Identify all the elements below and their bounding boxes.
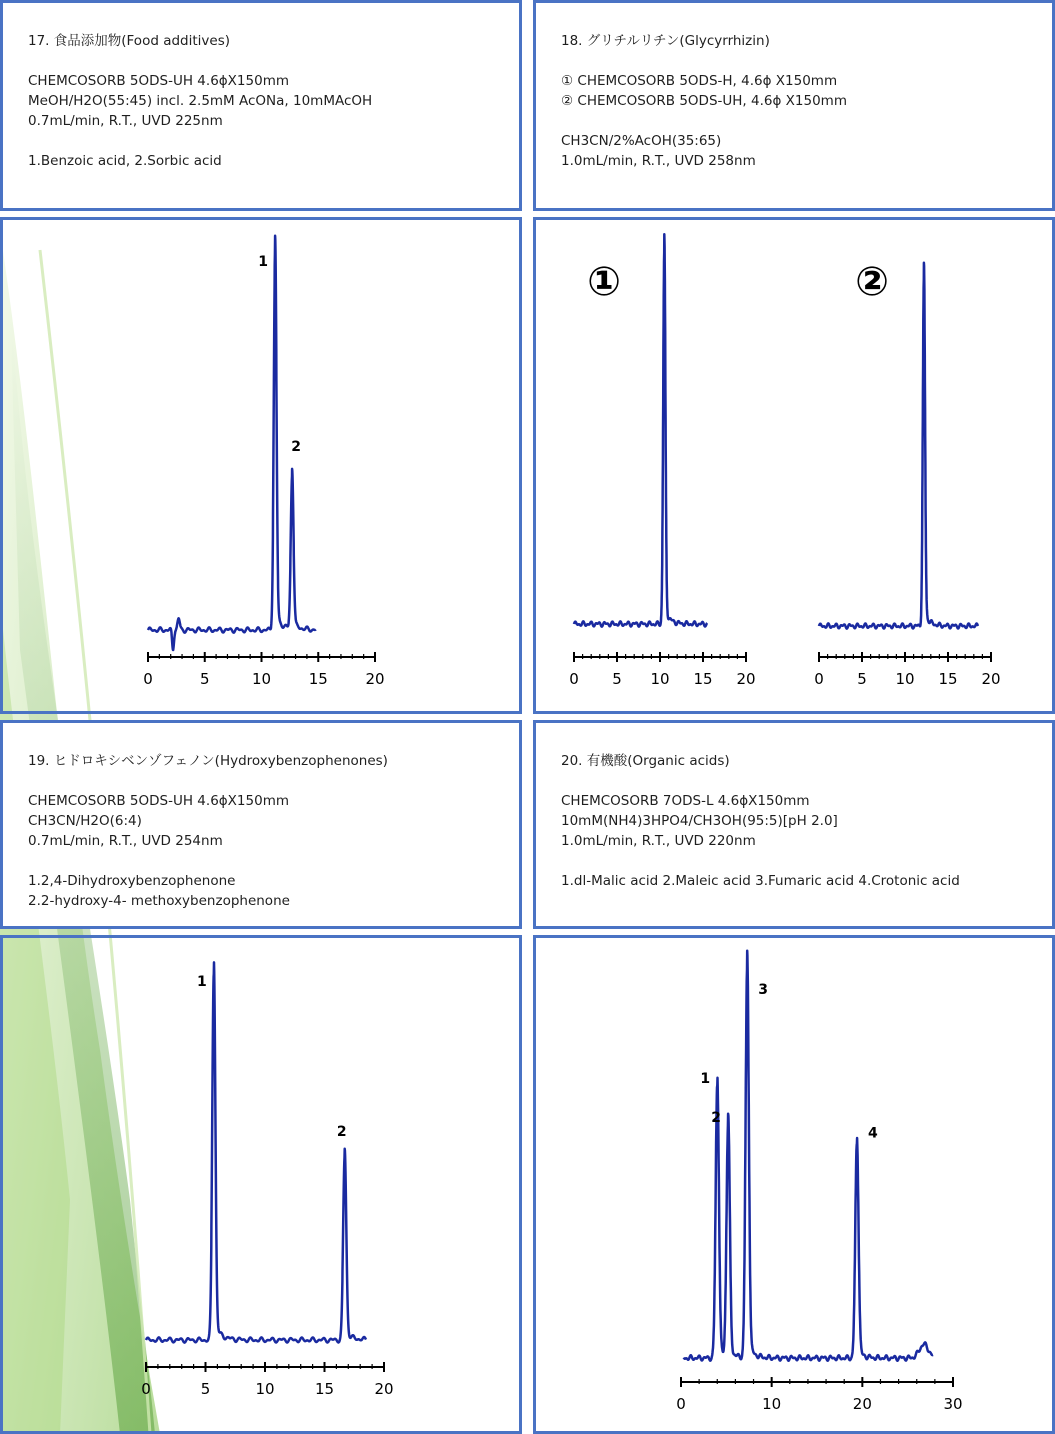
chrom20-peak-label: 4 xyxy=(868,1125,878,1142)
chrom20-tick-label: 30 xyxy=(943,1395,963,1413)
chrom17-tick-label: 5 xyxy=(199,670,210,688)
chrom20-peak-label: 3 xyxy=(758,982,769,998)
chrom20-peak-label: 2 xyxy=(711,1110,722,1126)
panel-17-text xyxy=(28,31,509,171)
chrom19-tick-label: 10 xyxy=(255,1380,275,1398)
chrom17-peak-label: 1 xyxy=(258,254,268,270)
panel-18-title: 18. グリチルリチン(Glycyrrhizin) xyxy=(561,33,770,49)
panel-18-eluent: CH3CN/2%AcOH(35:65) xyxy=(561,133,722,149)
chrom20-trace xyxy=(684,951,933,1361)
chrom17-tick-label: 15 xyxy=(308,670,328,688)
chrom19-tick-label: 15 xyxy=(314,1380,335,1398)
panel-18-info xyxy=(533,0,1055,211)
chrom18a-tick-label: 0 xyxy=(569,670,579,688)
chromatogram-17 xyxy=(3,220,519,711)
panel-18-column-2: ② CHEMCOSORB 5ODS-UH, 4.6ϕ X150mm xyxy=(561,93,847,109)
panel-18-text xyxy=(561,31,1042,171)
panel-17-title: 17. 食品添加物(Food additives) xyxy=(28,33,230,49)
panel-19-text xyxy=(28,751,509,911)
panel-18-conditions: 1.0mL/min, R.T., UVD 258nm xyxy=(561,153,756,169)
chrom18a-tick-label: 10 xyxy=(650,670,670,688)
panel-17-column: CHEMCOSORB 5ODS-UH 4.6ϕX150mm xyxy=(28,73,290,89)
chrom19-peak-label: 1 xyxy=(196,974,207,990)
chrom17-group xyxy=(143,236,384,688)
chrom19-trace xyxy=(146,962,366,1342)
chrom18b-tick-label: 0 xyxy=(814,670,824,688)
chrom20-tick-label: 20 xyxy=(852,1395,872,1413)
chrom17-tick-label: 20 xyxy=(365,670,385,688)
chrom18b-trace xyxy=(819,263,978,629)
chromatogram-20 xyxy=(536,938,1052,1431)
chrom18a-group xyxy=(569,234,755,688)
panel-20-chromatogram xyxy=(533,935,1055,1434)
panel-17-eluent: MeOH/H2O(55:45) incl. 2.5mM AcONa, 10mMAcOH xyxy=(28,93,373,109)
chrom19-peak-label: 2 xyxy=(336,1124,347,1140)
chrom17-tick-label: 10 xyxy=(251,670,272,688)
panel-19-peak-1: 1.2,4-Dihydroxybenzophenone xyxy=(28,873,236,889)
chrom18b-tick-label: 10 xyxy=(895,670,915,688)
chromatogram-18 xyxy=(536,220,1052,711)
chrom18a-tick-label: 5 xyxy=(612,670,622,688)
panel-20-text xyxy=(561,751,1042,891)
panel-19-chromatogram xyxy=(0,935,522,1434)
panel-18-column-1: ① CHEMCOSORB 5ODS-H, 4.6ϕ X150mm xyxy=(561,73,838,89)
panel-17-conditions: 0.7mL/min, R.T., UVD 225nm xyxy=(28,113,223,129)
panel-20-info xyxy=(533,720,1055,929)
chrom18a-tick-label: 15 xyxy=(693,670,713,688)
chrom18b-column-label: ② xyxy=(855,259,889,305)
panel-17-chromatogram xyxy=(0,217,522,714)
chrom18a-column-label: ① xyxy=(587,259,621,305)
chrom19-tick-label: 0 xyxy=(141,1380,151,1398)
chrom18a-tick-label: 20 xyxy=(736,670,756,688)
panel-20-column: CHEMCOSORB 7ODS-L 4.6ϕX150mm xyxy=(561,793,810,809)
chromatogram-19 xyxy=(3,938,519,1431)
chrom18b-tick-label: 15 xyxy=(938,670,958,688)
chrom20-group xyxy=(676,951,962,1413)
panel-20-conditions: 1.0mL/min, R.T., UVD 220nm xyxy=(561,833,756,849)
panel-19-title: 19. ヒドロキシベンゾフェノン(Hydroxybenzophenones) xyxy=(28,753,388,769)
panel-19-column: CHEMCOSORB 5ODS-UH 4.6ϕX150mm xyxy=(28,793,290,809)
chrom17-tick-label: 0 xyxy=(143,670,153,688)
panel-20-title: 20. 有機酸(Organic acids) xyxy=(561,753,730,769)
panel-19-eluent: CH3CN/H2O(6:4) xyxy=(28,813,142,829)
panel-17-info xyxy=(0,0,522,211)
panel-19-info xyxy=(0,720,522,929)
chrom18b-tick-label: 20 xyxy=(981,670,1001,688)
chrom19-group xyxy=(141,962,393,1398)
chrom19-tick-label: 5 xyxy=(200,1380,211,1398)
chrom17-peak-label: 2 xyxy=(291,439,302,456)
chrom20-peak-label: 1 xyxy=(700,1071,711,1087)
chrom20-tick-label: 10 xyxy=(762,1395,782,1413)
chrom19-tick-label: 20 xyxy=(374,1380,394,1398)
panel-17-peaks: 1.Benzoic acid, 2.Sorbic acid xyxy=(28,153,222,169)
panel-19-peak-2: 2.2-hydroxy-4- methoxybenzophenone xyxy=(28,893,290,909)
chrom18b-tick-label: 5 xyxy=(857,670,867,688)
chrom20-tick-label: 0 xyxy=(676,1395,686,1413)
panel-20-eluent: 10mM(NH4)3HPO4/CH3OH(95:5)[pH 2.0] xyxy=(561,813,838,829)
panel-19-conditions: 0.7mL/min, R.T., UVD 254nm xyxy=(28,833,223,849)
panel-18-chromatogram xyxy=(533,217,1055,714)
panel-20-peaks: 1.dl-Malic acid 2.Maleic acid 3.Fumaric acid 4.Crotonic acid xyxy=(561,873,960,889)
chrom18b-group xyxy=(814,259,1000,688)
